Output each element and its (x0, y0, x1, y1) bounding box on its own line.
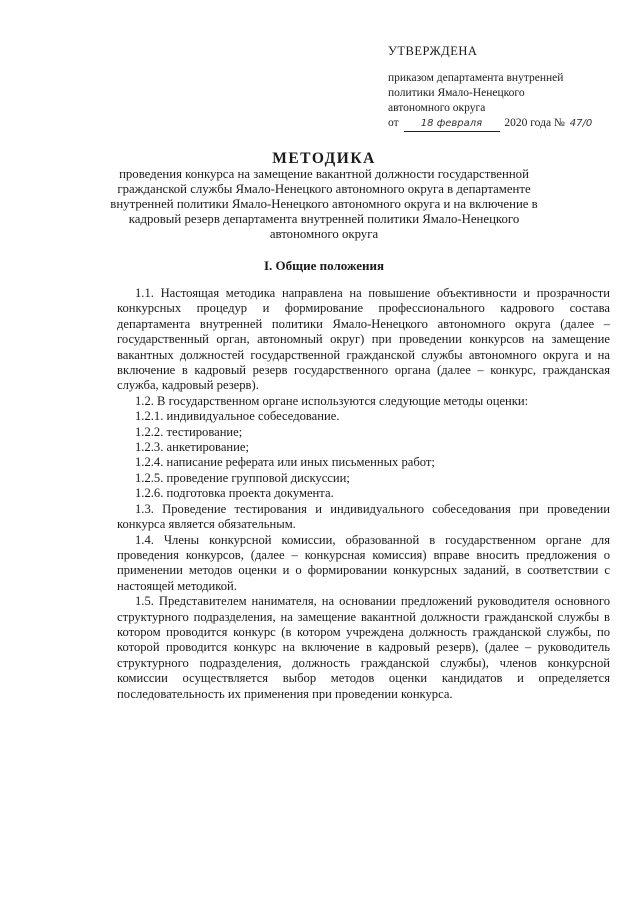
approval-heading: УТВЕРЖДЕНА (388, 44, 478, 58)
paragraph: 1.2. В государственном органе используются следующие методы оценки: (135, 393, 529, 408)
section-title: I. Общие положения (264, 258, 384, 273)
date-prefix: от (388, 117, 399, 129)
list-item: 1.2.3. анкетирование; (135, 440, 249, 455)
list-item: 1.2.1. индивидуальное собеседование. (135, 409, 340, 424)
document-title: МЕТОДИКА (272, 150, 376, 167)
approval-line: политики Ямало-Ненецкого (388, 87, 525, 99)
list-item: 1.2.6. подготовка проекта документа. (135, 486, 334, 501)
document-subtitle: проведения конкурса на замещение вакантной должности государственной гражданской службы Ямало-Ненецкого автономного округа в департаменте внутренней политики Ямало-Ненецкого автономного округа и на включение в кадровый резерв департамента внутренней политики Ямало-Ненецкого автономного округа (110, 167, 538, 241)
paragraph: 1.1. Настоящая методика направлена на повышение объективности и прозрачности конкурсных процедур и формирование профессионального кадрового состава департамента внутренней политики Ямало-Ненецкого автономного округа (далее – государственный орган, автономный округ) при проведении конкурсов на замещение вакантных должностей государственной гражданской службы автономного округа и на включение в кадровый резерв государственного органа (далее – конкурс, гражданская служба, кадровый резерв). (117, 286, 610, 393)
list-item: 1.2.5. проведение групповой дискуссии; (135, 470, 350, 485)
approval-date-line (388, 116, 628, 132)
paragraph: 1.5. Представителем нанимателя, на основании предложений руководителя основного структурного подразделения, на замещение вакантной должности гражданской службы в котором проводится конкурс (в котором учреждена должность гражданской службы, по которой проводится конкурс на включение в кадровый резерв), (далее – руководитель структурного подразделения, должность гражданской службы), членов конкурсной комиссии осуществляется выбор методов оценки кандидатов и определяется последовательность их применения при проведении конкурса. (117, 594, 610, 701)
list-item: 1.2.4. написание реферата или иных письменных работ; (135, 455, 435, 470)
handwritten-number: 47/0 (569, 118, 593, 129)
handwritten-date: 18 февраля (404, 116, 500, 132)
year-text: 2020 года № (504, 117, 565, 129)
list-item: 1.2.2. тестирование; (135, 424, 243, 439)
paragraph: 1.3. Проведение тестирования и индивидуального собеседования при проведении конкурса является обязательным. (117, 501, 610, 532)
approval-stamp (388, 44, 628, 132)
approval-line: приказом департамента внутренней (388, 72, 564, 84)
document-body (117, 286, 610, 702)
paragraph: 1.4. Члены конкурсной комиссии, образованной в государственном органе для проведения конкурсов, (далее – конкурсная комиссия) вправе вносить предложения о применении методов оценки и о формировании конкурсных заданий, в соответствии с настоящей методикой. (117, 532, 610, 593)
approval-line: автономного округа (388, 102, 486, 114)
